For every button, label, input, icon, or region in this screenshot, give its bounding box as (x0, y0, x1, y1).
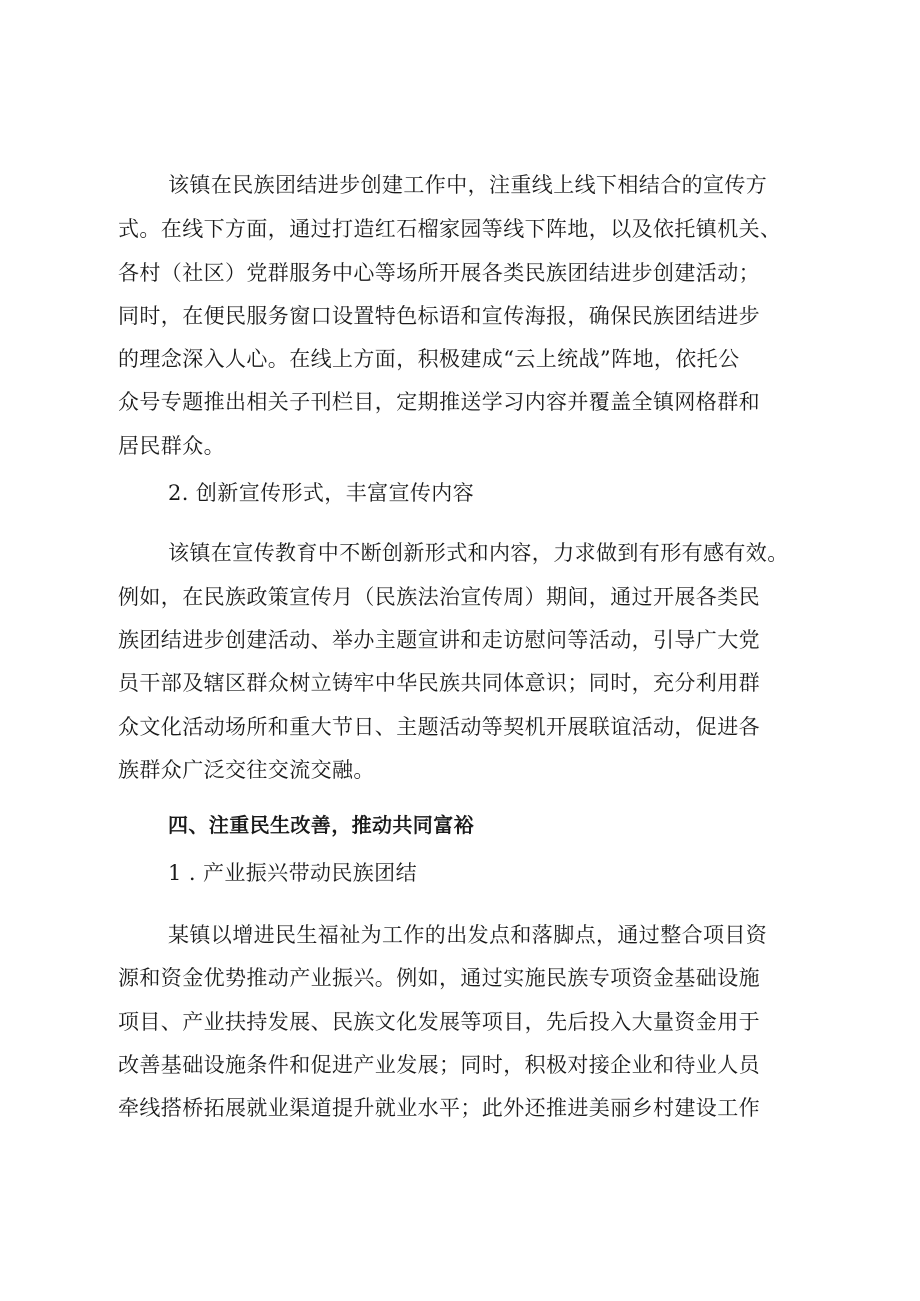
text-line: 源和资金优势推动产业振兴。例如，通过实施民族专项资金基础设施 (118, 966, 760, 990)
text-line: 式。在线下方面，通过打造红石榴家园等线下阵地，以及依托镇机关、 (118, 217, 782, 241)
text-line: 族团结进步创建活动、举办主题宣讲和走访慰问等活动，引导广大党 (118, 628, 760, 652)
text-line: 众文化活动场所和重大节日、主题活动等契机开展联谊活动，促进各 (118, 715, 760, 739)
section-heading-text: 四、注重民生改善，推动共同富裕 (168, 813, 474, 837)
text-line: 的理念深入人心。在线上方面，积极建成“云上统战”阵地，依托公 (118, 347, 740, 371)
text-line: 项目、产业扶持发展、民族文化发展等项目，先后投入大量资金用于 (118, 1010, 760, 1034)
text-line: 例如，在民族政策宣传月（民族法治宣传周）期间，通过开展各类民 (118, 585, 760, 609)
text-line: 同时，在便民服务窗口设置特色标语和宣传海报，确保民族团结进步 (118, 304, 760, 328)
text-line: 员干部及辖区群众树立铸牢中华民族共同体意识；同时，充分利用群 (118, 671, 760, 695)
text-line: 众号专题推出相关子刊栏目，定期推送学习内容并覆盖全镇网格群和 (118, 390, 760, 414)
text-line: 改善基础设施条件和促进产业发展；同时，积极对接企业和待业人员 (118, 1053, 760, 1077)
text-line: 居民群众。 (118, 434, 225, 458)
subheading-text: 2. 创新宣传形式，丰富宣传内容 (168, 481, 475, 505)
text-line: 各村（社区）党群服务中心等场所开展各类民族团结进步创建活动； (118, 261, 760, 285)
text-line: 该镇在民族团结进步创建工作中，注重线上线下相结合的宣传方 (168, 173, 768, 197)
subheading-text: 1 . 产业振兴带动民族团结 (168, 861, 417, 885)
text-line: 牵线搭桥拓展就业渠道提升就业水平；此外还推进美丽乡村建设工作 (118, 1096, 760, 1120)
text-line: 族群众广泛交往交流交融。 (118, 758, 375, 782)
text-line: 某镇以增进民生福祉为工作的出发点和落脚点，通过整合项目资 (168, 923, 768, 947)
text-line: 该镇在宣传教育中不断创新形式和内容，力求做到有形有感有效。 (168, 541, 789, 565)
